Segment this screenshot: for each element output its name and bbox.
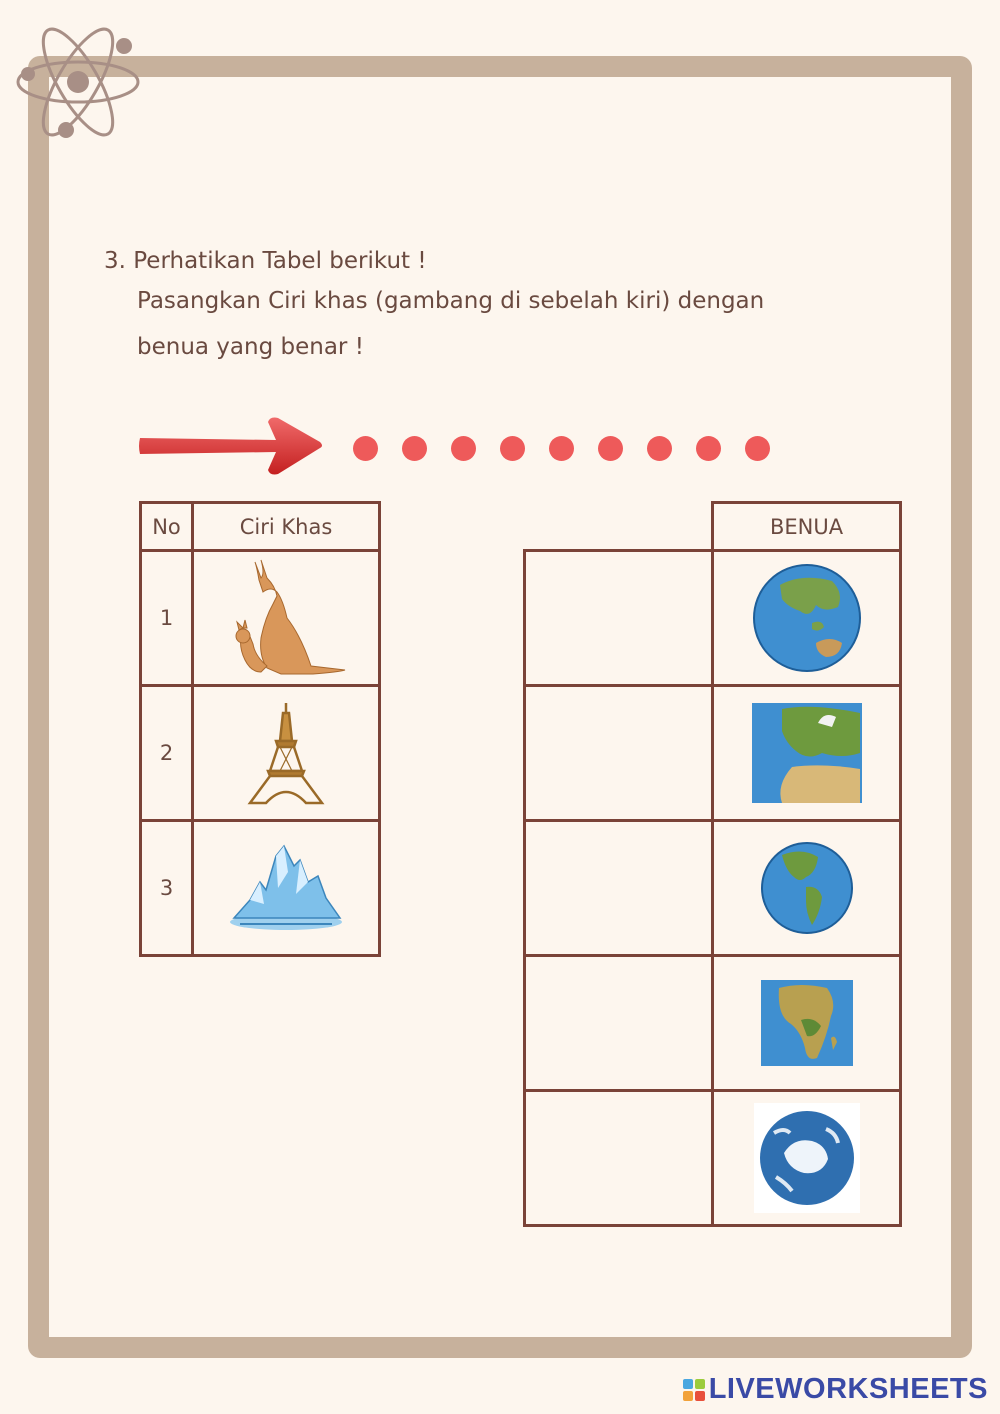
answer-drop-zone[interactable] [526,1092,711,1224]
dot [549,436,574,461]
benua-cell [713,686,901,821]
answer-cell[interactable] [525,551,713,686]
answer-cell[interactable] [525,1091,713,1226]
arrow-right-icon [136,414,326,478]
table-row [525,686,901,821]
ciri-khas-table [139,501,381,957]
atom-icon [14,20,142,144]
answer-drop-zone[interactable] [526,822,711,954]
globe-asia-australia-icon [752,563,862,673]
answer-drop-zone[interactable] [526,957,711,1089]
dot [696,436,721,461]
dot [745,436,770,461]
answer-drop-zone[interactable] [526,687,711,819]
table-row [525,1091,901,1226]
table-row [525,551,901,686]
dot [500,436,525,461]
question-title: 3. Perhatikan Tabel berikut ! [104,248,427,274]
question-instruction-line2: benua yang benar ! [137,334,364,360]
dot [647,436,672,461]
benua-cell [713,1091,901,1226]
benua-cell [713,551,901,686]
globe-antarctica-icon [754,1103,860,1213]
logo-text: LIVEWORKSHEETS [708,1373,988,1405]
row-number: 3 [141,821,193,956]
header-no: No [141,503,193,551]
dot [451,436,476,461]
header-ciri-khas: Ciri Khas [193,503,380,551]
ciri-khas-cell [193,551,380,686]
answer-drop-zone[interactable] [526,552,711,684]
benua-cell [713,821,901,956]
answer-cell[interactable] [525,956,713,1091]
globe-europe-icon [752,703,862,803]
table-row [525,821,901,956]
globe-americas-icon [760,841,854,935]
answer-cell[interactable] [525,821,713,956]
dot [402,436,427,461]
empty-header [525,503,713,551]
kangaroo-image [221,556,351,680]
eiffel-tower-image [246,701,326,805]
header-benua: BENUA [713,503,901,551]
row-number: 2 [141,686,193,821]
ciri-khas-cell [193,686,380,821]
benua-cell [713,956,901,1091]
dotted-line [353,436,770,461]
table-row [141,686,380,821]
benua-table [523,501,902,1227]
table-row [525,956,901,1091]
table-row [141,821,380,956]
logo-mark-icon [683,1379,705,1401]
question-instruction-line1: Pasangkan Ciri khas (gambang di sebelah kiri) dengan [137,288,765,314]
iceberg-image [226,842,346,934]
ciri-khas-cell [193,821,380,956]
table-row [141,551,380,686]
dot [598,436,623,461]
answer-cell[interactable] [525,686,713,821]
dot [353,436,378,461]
row-number: 1 [141,551,193,686]
globe-africa-icon [761,980,853,1066]
liveworksheets-logo [683,1373,988,1406]
